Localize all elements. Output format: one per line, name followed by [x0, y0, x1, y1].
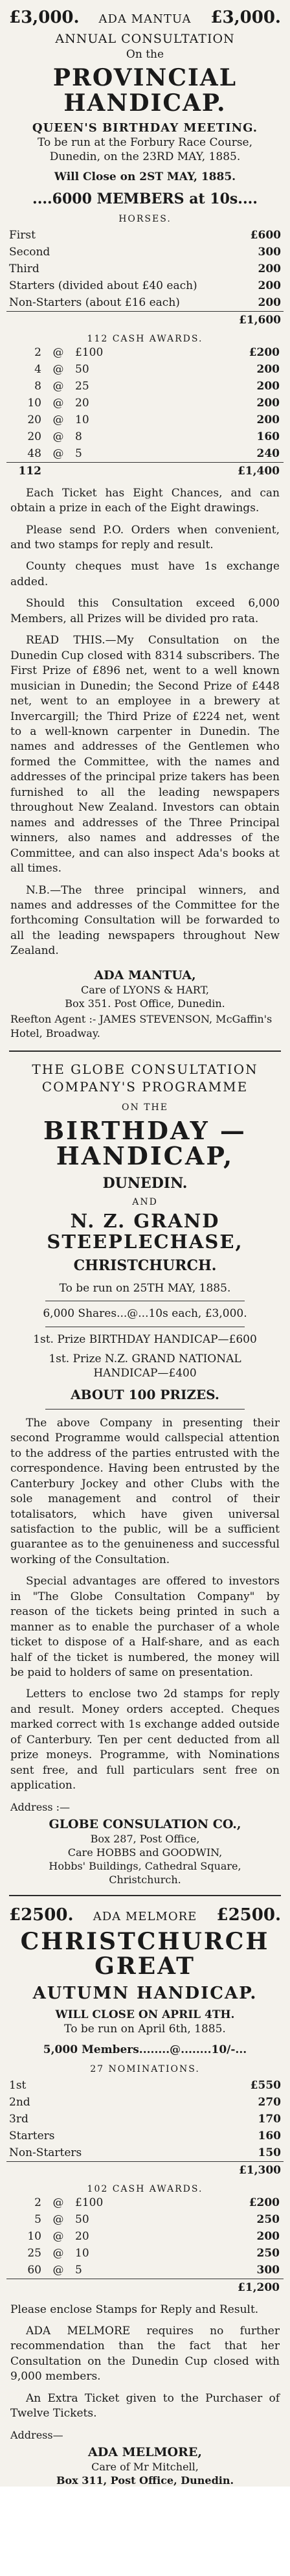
signature-address: Box 351. Post Office, Dunedin.	[65, 997, 225, 1010]
globe-building: Hobbs' Buildings, Cathedral Square,	[49, 1860, 241, 1873]
paragraph-nb: N.B.—The three principal winners, and names and addresses of the Committee for the forthcoming Consultation will be forwarded to all the leading newspapers throughout New Zealand.	[10, 883, 280, 958]
cash-award-row	[6, 445, 284, 463]
award-each: 20	[75, 396, 89, 410]
award-total: £200	[249, 2196, 280, 2209]
first-prize-birthday: 1st. Prize BIRTHDAY HANDICAP—£600	[33, 1332, 257, 1346]
paragraph-chances: Each Ticket has Eight Chances, and can obtain a prize in each of the Eight drawings.	[10, 486, 280, 515]
cash-awards-header: 112 CASH AWARDS.	[87, 333, 203, 344]
cash-total: £1,200	[160, 2279, 284, 2296]
award-each: 20	[75, 2229, 89, 2243]
steeplechase-title: N. Z. GRAND STEEPLECHASE,	[47, 1209, 243, 1253]
ada-melmore-advertisement	[6, 1905, 284, 2487]
cash-award-row	[6, 412, 284, 428]
horses-total-row	[6, 311, 284, 329]
prize-label: Starters	[9, 2129, 55, 2142]
prize-amount: 300	[258, 245, 281, 259]
signature-care: Care of LYONS & HART,	[81, 983, 209, 996]
prize-label: 1st	[9, 2078, 27, 2092]
cash-total-row	[6, 462, 284, 480]
award-total: 300	[256, 2263, 280, 2277]
horses-prize-table	[6, 227, 284, 329]
amount-right: £3,000.	[210, 8, 281, 27]
nomination-row	[6, 2144, 284, 2162]
signature-address: Box 311, Post Office, Dunedin.	[56, 2474, 234, 2487]
cash-award-row	[6, 2228, 284, 2245]
globe-consultation-advertisement	[6, 1061, 284, 1886]
cash-award-row	[6, 2262, 284, 2279]
prize-amount: 200	[258, 262, 281, 275]
amount-left: £3,000.	[9, 8, 80, 27]
paragraph-letters: Letters to enclose two 2d stamps for reply and result. Money orders accepted. Cheques marked correct with 1s exchange added outside of Canterbury. Ten per cent deducted from all prize moneys. Programme, with Nominations sent free, and full particulars sent free on application.	[10, 1688, 280, 1793]
christchurch-title: CHRISTCHURCH GREAT	[20, 1928, 270, 1980]
award-count: 2	[34, 345, 41, 359]
prize-label: 2nd	[9, 2095, 30, 2109]
horse-prize-row	[6, 277, 284, 294]
award-count: 60	[27, 2263, 41, 2277]
cash-award-row	[6, 395, 284, 412]
shares-line: 6,000 Shares...@...10s each, £3,000.	[43, 1307, 247, 1321]
prize-amount: 170	[258, 2112, 281, 2126]
award-total: 200	[256, 2229, 280, 2243]
horses-total: £1,600	[229, 311, 284, 329]
award-total: 250	[256, 2212, 280, 2226]
globe-org-name: GLOBE CONSULATION CO.,	[49, 1817, 241, 1832]
award-at: @	[52, 2246, 64, 2260]
prize-label: Non-Starters	[9, 2146, 82, 2159]
paragraph-special-advantages: Special advantages are offered to investors in "The Globe Consultation Company" by reason of the tickets being printed in such a manner as to enable the purchaser of a whole ticket to dispose of a Half-share, and as each half of the ticket is numbered, the money will be paid to holders of same on presentation.	[10, 1575, 280, 1680]
birthday-handicap-title: BIRTHDAY — HANDICAP,	[43, 1115, 247, 1171]
members-line: ....6000 MEMBERS at 10s....	[32, 190, 258, 207]
birthday-handicap-place: DUNEDIN.	[102, 1175, 188, 1192]
award-count: 10	[27, 2229, 41, 2243]
award-total: 200	[256, 379, 280, 393]
award-at: @	[52, 379, 64, 393]
award-count: 2	[34, 2196, 41, 2209]
address-label: Address—	[10, 2428, 63, 2441]
nomination-row	[6, 2111, 284, 2128]
cash-award-row	[6, 378, 284, 395]
ada-mantua-advertisement	[6, 8, 284, 1041]
divider	[45, 1409, 245, 1410]
prize-label: Second	[9, 245, 50, 259]
cash-award-row	[6, 344, 284, 361]
run-date: To be run on April 6th, 1885.	[64, 2023, 226, 2036]
section-divider	[9, 1050, 281, 1052]
prize-label: 3rd	[9, 2112, 28, 2126]
cash-awards-table	[6, 2194, 284, 2296]
award-each: 50	[75, 2212, 89, 2226]
cash-total-count: 112	[6, 462, 45, 480]
signature-care: Care of Mr Mitchell,	[91, 2461, 199, 2474]
on-the-label: ON THE	[122, 1102, 168, 1113]
address-label: Address :—	[10, 1800, 71, 1813]
run-date: To be run on 25TH MAY, 1885.	[59, 1282, 231, 1295]
award-count: 20	[27, 413, 41, 426]
advertiser-name: ADA MELMORE	[93, 1910, 197, 1924]
award-count: 25	[27, 2246, 41, 2260]
prize-label: Non-Starters (about £16 each)	[9, 296, 180, 309]
award-count: 8	[34, 379, 41, 393]
prize-label: Starters (divided about £40 each)	[9, 279, 197, 292]
run-location: To be run at the Forbury Race Course,	[37, 136, 253, 150]
consultation-title: ANNUAL CONSULTATION	[55, 32, 235, 46]
close-date: WILL CLOSE ON APRIL 4TH.	[55, 2008, 235, 2022]
paragraph-orders: Please send P.O. Orders when convenient, and two stamps for reply and result.	[10, 523, 280, 551]
horse-prize-row	[6, 244, 284, 261]
prize-label: First	[9, 228, 36, 242]
prize-amount: 150	[258, 2146, 281, 2159]
award-total: £200	[249, 345, 280, 359]
meeting-title: QUEEN'S BIRTHDAY MEETING.	[32, 121, 258, 135]
award-total: 200	[256, 362, 280, 376]
cash-award-row	[6, 361, 284, 378]
advertiser-name: ADA MANTUA	[98, 12, 192, 26]
horse-prize-row	[6, 261, 284, 277]
award-at: @	[52, 345, 64, 359]
award-at: @	[52, 447, 64, 460]
cash-award-row	[6, 428, 284, 445]
prize-amount: £550	[250, 2078, 281, 2092]
on-the-label: On the	[126, 47, 164, 61]
paragraph-read-this: READ THIS.—My Consultation on the Dunedin Cup closed with 8314 subscribers. The First Prize of £896 net, went to a well known musician in Dunedin; the Second Prize of £448 net, went to an employee in a brewery at Invercargill; the Third Prize of £224 net, went to a well-known carpenter in Dunedin. The names and addresses of the Gentlemen who formed the Committee, with the names and addresses of the principal prize takers has been furnished to all the leading newspapers throughout New Zealand. Investors can obtain names and addresses of the Three Principal winners, also names and addresses of the Committee, and can also inspect Ada's books at all times.	[10, 634, 280, 876]
cash-awards-table	[6, 344, 284, 480]
close-date: Will Close on 2ST MAY, 1885.	[54, 170, 236, 183]
award-at: @	[52, 362, 64, 376]
award-count: 48	[27, 447, 41, 460]
horse-prize-row	[6, 227, 284, 244]
award-at: @	[52, 2263, 64, 2277]
award-count: 20	[27, 430, 41, 443]
globe-care: Care HOBBS and GOODWIN,	[67, 1846, 223, 1859]
nomination-row	[6, 2077, 284, 2094]
paragraph-extra-ticket: An Extra Ticket given to the Purchaser of Twelve Tickets.	[10, 2391, 280, 2420]
globe-title	[6, 1061, 284, 1096]
signature-name: ADA MANTUA,	[94, 968, 196, 982]
amount-right: £2500.	[216, 1905, 281, 1925]
nominations-total: £1,300	[179, 2161, 284, 2179]
award-at: @	[52, 2212, 64, 2226]
prize-amount: 160	[258, 2129, 281, 2142]
run-date: Dunedin, on the 23RD MAY, 1885.	[49, 150, 241, 164]
award-total: 250	[256, 2246, 280, 2260]
globe-city: Christchurch.	[109, 1874, 181, 1886]
cash-award-row	[6, 2194, 284, 2211]
cash-awards-header: 102 CASH AWARDS.	[87, 2183, 203, 2194]
paragraph-stamps: Please enclose Stamps for Reply and Result.	[10, 2303, 259, 2316]
award-each: 10	[75, 413, 89, 426]
prize-amount: £600	[250, 228, 281, 242]
award-count: 5	[34, 2212, 41, 2226]
nominations-header: 27 NOMINATIONS.	[90, 2063, 200, 2074]
award-each: 5	[75, 2263, 82, 2277]
paragraph-cheques: County cheques must have 1s exchange added.	[10, 560, 280, 588]
paragraph-pro-rata: Should this Consultation exceed 6,000 Members, all Prizes will be divided pro rata.	[10, 597, 280, 625]
prize-amount: 200	[258, 279, 281, 292]
cash-award-row	[6, 2211, 284, 2228]
award-at: @	[52, 413, 64, 426]
globe-title-line1: THE GLOBE CONSULTATION	[32, 1061, 258, 1077]
steeplechase-place: CHRISTCHURCH.	[73, 1257, 217, 1274]
award-each: £100	[75, 345, 104, 359]
award-total: 200	[256, 413, 280, 426]
award-total: 160	[256, 430, 280, 443]
signature-name: ADA MELMORE,	[88, 2445, 202, 2460]
first-prize-grand-national: 1st. Prize N.Z. GRAND NATIONAL	[49, 1352, 241, 1365]
prize-amount: 200	[258, 296, 281, 309]
award-total: 240	[256, 447, 280, 460]
cash-total: £1,400	[160, 462, 284, 480]
award-count: 4	[34, 362, 41, 376]
members-line: 5,000 Members........@........10/-...	[43, 2043, 247, 2057]
reefton-agent: Reefton Agent :- JAMES STEVENSON, McGaffin's Hotel, Broadway.	[10, 1012, 273, 1040]
race-title: PROVINCIAL HANDICAP.	[52, 64, 238, 117]
autumn-handicap-title: AUTUMN HANDICAP.	[32, 1983, 258, 2003]
horse-prize-row	[6, 294, 284, 312]
about-prizes: ABOUT 100 PRIZES.	[71, 1386, 219, 1402]
globe-box: Box 287, Post Office,	[90, 1833, 200, 1846]
prize-label: Third	[9, 262, 39, 275]
award-at: @	[52, 396, 64, 410]
horses-header: HORSES.	[118, 213, 172, 224]
cash-total-row	[6, 2279, 284, 2296]
prize-amount: 270	[258, 2095, 281, 2109]
award-at: @	[52, 2229, 64, 2243]
award-each: 8	[75, 430, 82, 443]
ad-header	[9, 8, 281, 27]
globe-title-line2: COMPANY'S PROGRAMME	[41, 1078, 249, 1095]
award-each: 50	[75, 362, 89, 376]
award-each: 25	[75, 379, 89, 393]
and-label: AND	[132, 1196, 158, 1207]
first-prize-grand-national-amount: HANDICAP—£400	[93, 1366, 197, 1380]
amount-left: £2500.	[9, 1905, 74, 1925]
award-each: 10	[75, 2246, 89, 2260]
paragraph-recommendation: ADA MELMORE requires no further recommendation than the fact that her Consultation on the Dunedin Cup closed with 9,000 members.	[10, 2324, 280, 2384]
award-each: 5	[75, 447, 82, 460]
paragraph-company: The above Company in presenting their second Programme would callspecial attention to the address of the parties entrusted with the correspondence. Having been entrusted by the Canterbury Jockey and other Clubs with the sole management and control of their totalisators, which have given universal satisfaction to the public, will be a sufficient guarantee as to the genuineness and successful working of the Consultation.	[10, 1416, 280, 1566]
award-at: @	[52, 2196, 64, 2209]
cash-award-row	[6, 2245, 284, 2262]
award-count: 10	[27, 396, 41, 410]
nominations-total-row	[6, 2161, 284, 2179]
ad-header	[9, 1905, 281, 1925]
section-divider	[9, 1895, 281, 1896]
award-at: @	[52, 430, 64, 443]
nomination-row	[6, 2094, 284, 2111]
award-each: £100	[75, 2196, 104, 2209]
nominations-table	[6, 2077, 284, 2179]
nomination-row	[6, 2128, 284, 2144]
award-total: 200	[256, 396, 280, 410]
